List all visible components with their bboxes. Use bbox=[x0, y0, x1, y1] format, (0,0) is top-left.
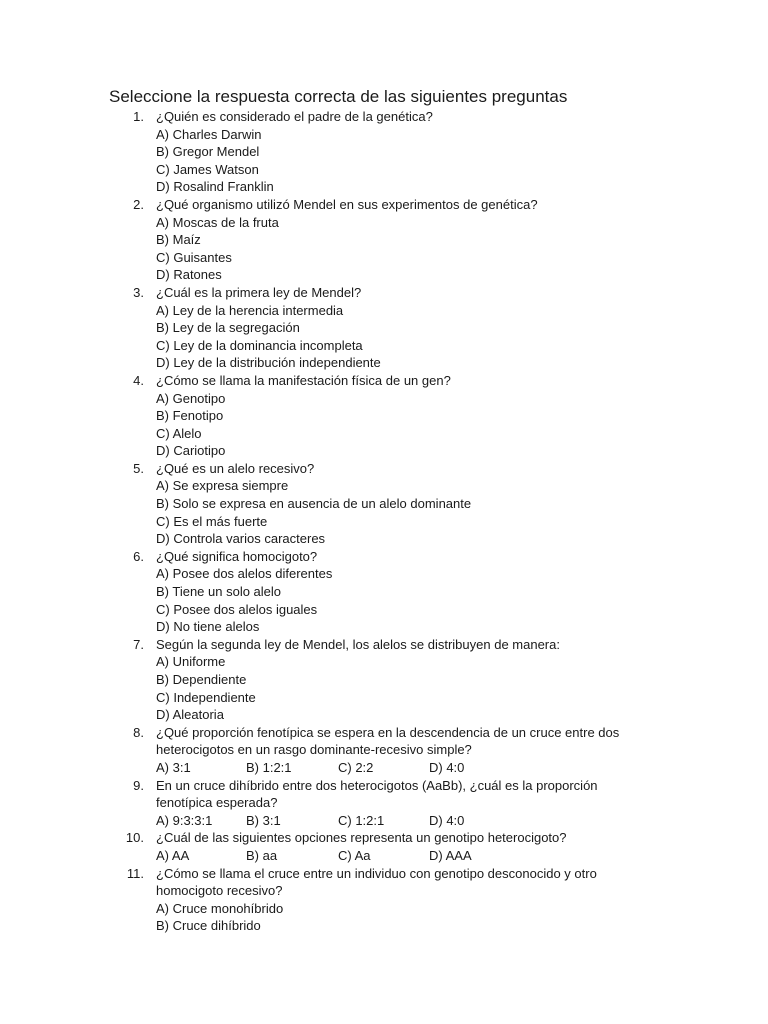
answer-options-row bbox=[156, 812, 768, 830]
question-text: ¿Cómo se llama el cruce entre un individuo con genotipo desconocido y otro homocigoto recesivo? bbox=[156, 865, 597, 899]
answer-option: D) Ley de la distribución independiente bbox=[156, 355, 381, 371]
question-item bbox=[0, 777, 768, 830]
answer-option: D) No tiene alelos bbox=[156, 619, 260, 635]
answer-option: C) Alelo bbox=[156, 425, 202, 441]
answer-options-row bbox=[156, 847, 768, 865]
question-text: En un cruce dihíbrido entre dos heterocigotos (AaBb), ¿cuál es la proporción fenotípica esperada? bbox=[156, 777, 598, 811]
answer-option: D) Aleatoria bbox=[156, 707, 224, 723]
question-number: 3. bbox=[133, 284, 144, 300]
question-item bbox=[0, 284, 768, 372]
question-number: 10. bbox=[125, 830, 144, 846]
answer-option: D) 4:0 bbox=[429, 812, 465, 828]
answer-option: D) Rosalind Franklin bbox=[156, 179, 274, 195]
answer-option: B) Ley de la segregación bbox=[156, 320, 300, 336]
question-number: 9. bbox=[133, 777, 144, 793]
answer-option: C) 1:2:1 bbox=[338, 812, 385, 828]
question-text: ¿Qué organismo utilizó Mendel en sus experimentos de genética? bbox=[156, 196, 538, 212]
question-item bbox=[0, 460, 768, 548]
answer-option: C) Posee dos alelos iguales bbox=[156, 601, 318, 617]
question-text: ¿Cuál de las siguientes opciones representa un genotipo heterocigoto? bbox=[156, 830, 567, 846]
question-item bbox=[0, 865, 768, 935]
question-item bbox=[0, 636, 768, 724]
answer-option: C) Aa bbox=[338, 847, 371, 863]
answer-option: A) Se expresa siempre bbox=[156, 478, 289, 494]
answer-option: A) AA bbox=[156, 847, 190, 863]
answer-option: A) 3:1 bbox=[156, 759, 191, 775]
answer-option: D) Ratones bbox=[156, 267, 222, 283]
question-number: 1. bbox=[133, 109, 144, 124]
answer-option: B) Solo se expresa en ausencia de un alelo dominante bbox=[156, 496, 472, 512]
answer-option: A) Genotipo bbox=[156, 390, 226, 406]
answer-option: C) 2:2 bbox=[338, 759, 374, 775]
answer-option: A) Cruce monohíbrido bbox=[156, 900, 284, 916]
answer-options-row bbox=[156, 759, 768, 777]
answer-option: A) Posee dos alelos diferentes bbox=[156, 566, 333, 582]
answer-option: D) Controla varios caracteres bbox=[156, 531, 326, 547]
answer-option: B) Fenotipo bbox=[156, 408, 224, 424]
question-text: ¿Qué es un alelo recesivo? bbox=[156, 460, 315, 476]
question-number: 5. bbox=[133, 460, 144, 476]
question-item bbox=[0, 724, 768, 777]
answer-option: A) Charles Darwin bbox=[156, 126, 262, 142]
question-number: 7. bbox=[133, 636, 144, 652]
answer-option: A) Uniforme bbox=[156, 654, 226, 670]
answer-option: A) Ley de la herencia intermedia bbox=[156, 302, 344, 318]
answer-option: D) AAA bbox=[429, 847, 472, 863]
question-text: ¿Qué significa homocigoto? bbox=[156, 548, 318, 564]
question-item bbox=[0, 829, 768, 864]
answer-option: B) Dependiente bbox=[156, 672, 247, 687]
question-number: 2. bbox=[133, 196, 144, 212]
answer-option: B) Maíz bbox=[156, 232, 201, 248]
answer-option: C) Guisantes bbox=[156, 249, 232, 265]
answer-option: B) Cruce dihíbrido bbox=[156, 918, 261, 934]
answer-option: B) 1:2:1 bbox=[246, 759, 292, 775]
answer-option: A) 9:3:3:1 bbox=[156, 812, 213, 828]
question-text: ¿Quién es considerado el padre de la genética? bbox=[156, 109, 433, 124]
question-text: ¿Qué proporción fenotípica se espera en la descendencia de un cruce entre dos heterocigotos en un rasgo dominante-recesivo simple? bbox=[156, 724, 620, 758]
question-item bbox=[0, 548, 768, 636]
answer-option: B) Tiene un solo alelo bbox=[156, 584, 282, 600]
question-item bbox=[0, 372, 768, 460]
question-number: 6. bbox=[133, 548, 144, 564]
answer-option: C) Es el más fuerte bbox=[156, 513, 268, 529]
answer-option: D) Cariotipo bbox=[156, 443, 226, 459]
answer-option: A) Moscas de la fruta bbox=[156, 214, 279, 230]
question-item bbox=[0, 196, 768, 284]
question-item bbox=[0, 108, 768, 196]
question-number: 4. bbox=[133, 372, 144, 388]
answer-option: C) Independiente bbox=[156, 689, 256, 705]
answer-option: B) 3:1 bbox=[246, 812, 281, 828]
answer-option: B) aa bbox=[246, 847, 278, 863]
answer-option: C) James Watson bbox=[156, 161, 259, 177]
page-title: Seleccione la respuesta correcta de las siguientes preguntas bbox=[109, 87, 568, 106]
question-number: 8. bbox=[133, 724, 144, 740]
question-text: ¿Cómo se llama la manifestación física de un gen? bbox=[156, 372, 451, 388]
question-text: ¿Cuál es la primera ley de Mendel? bbox=[156, 284, 362, 300]
question-number: 11. bbox=[126, 865, 144, 881]
answer-option: B) Gregor Mendel bbox=[156, 144, 260, 160]
answer-option: D) 4:0 bbox=[429, 759, 465, 775]
answer-option: C) Ley de la dominancia incompleta bbox=[156, 337, 363, 353]
question-text: Según la segunda ley de Mendel, los alelos se distribuyen de manera: bbox=[156, 636, 560, 652]
question-list bbox=[0, 108, 768, 935]
